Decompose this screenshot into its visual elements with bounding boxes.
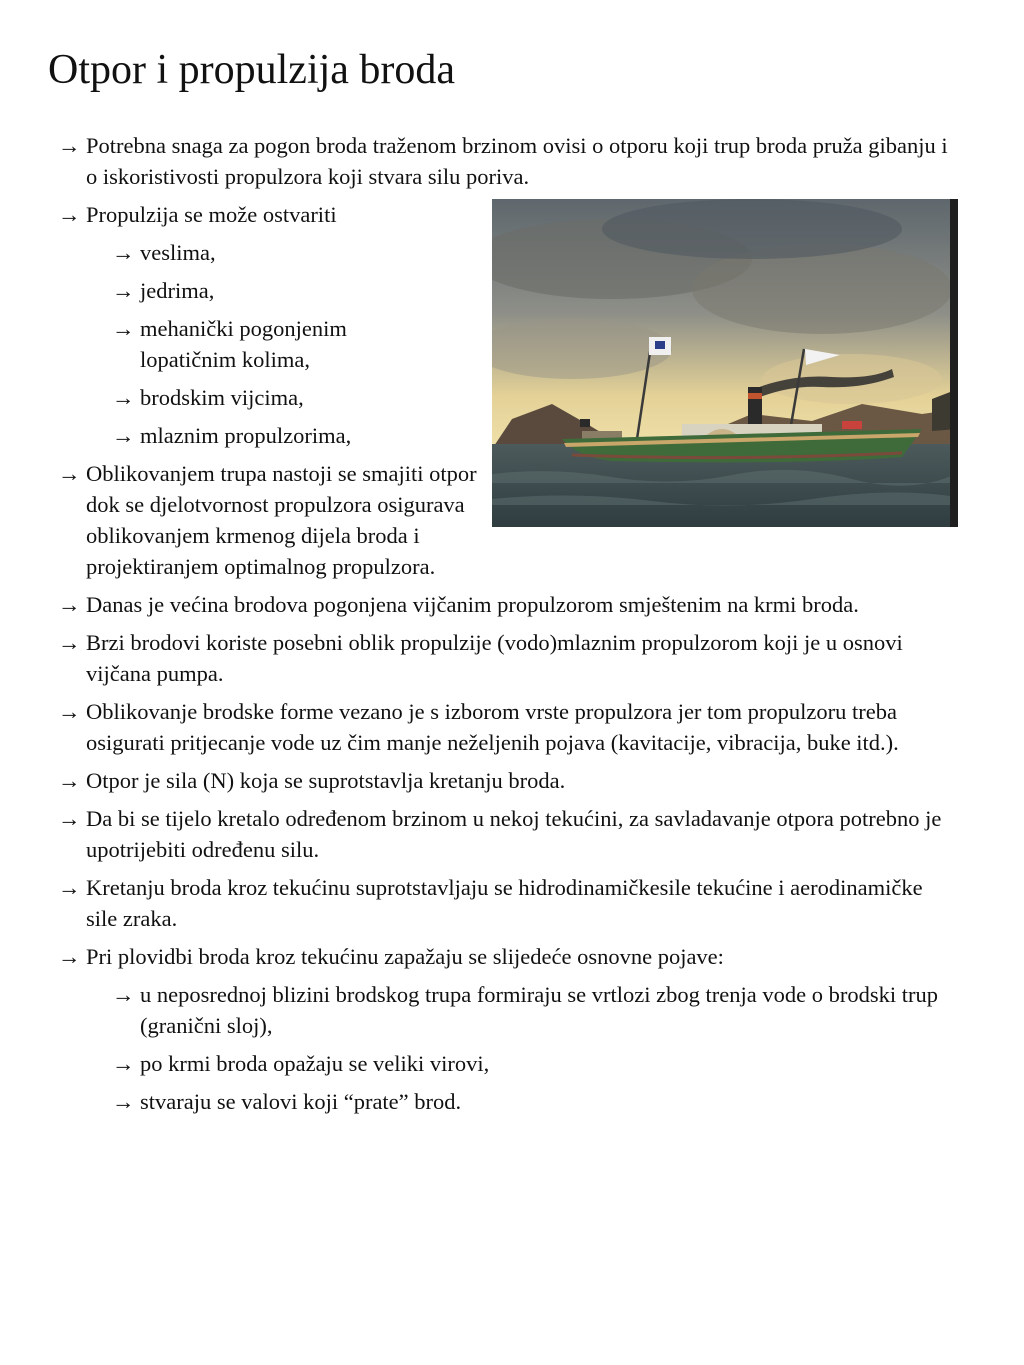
list-subitem — [112, 420, 958, 451]
list-item-text: Danas je većina brodova pogonjena vijčanim propulzorom smještenim na krmi broda. — [86, 592, 859, 617]
list-subitem — [112, 237, 958, 268]
bullet-list — [58, 130, 958, 1124]
list-subitem — [112, 313, 376, 375]
arrow-icon: → — [58, 630, 81, 655]
list-item-text: mlaznim propulzorima, — [140, 423, 352, 448]
arrow-icon: → — [58, 202, 81, 227]
list-item — [58, 765, 958, 796]
list-item — [58, 199, 958, 230]
list-item — [58, 458, 958, 582]
list-item-text: Oblikovanje brodske forme vezano je s izborom vrste propulzora jer tom propulzoru treba osigurati pritjecanje vode uz čim manje neželjenih pojava (kavitacije, vibracija, buke itd.). — [86, 699, 899, 755]
arrow-icon: → — [58, 768, 81, 793]
list-item-text: Brzi brodovi koriste posebni oblik propulzije (vodo)mlaznim propulzorom koji je u osnovi vijčana pumpa. — [86, 630, 903, 686]
list-item-text: Pri plovidbi broda kroz tekućinu zapažaju se slijedeće osnovne pojave: — [86, 944, 724, 969]
list-subitem — [112, 1048, 958, 1079]
arrow-icon: → — [112, 385, 135, 410]
list-item-text: brodskim vijcima, — [140, 385, 304, 410]
list-item-text: veslima, — [140, 240, 216, 265]
arrow-icon: → — [58, 875, 81, 900]
list-item — [58, 627, 958, 689]
list-item-text: Da bi se tijelo kretalo određenom brzinom u nekoj tekućini, za savladavanje otpora potrebno je upotrijebiti određenu silu. — [86, 806, 942, 862]
list-subitem — [112, 275, 958, 306]
list-item — [58, 872, 958, 934]
list-item-text: Potrebna snaga za pogon broda traženom brzinom ovisi o otporu koji trup broda pruža gibanju i o iskoristivosti propulzora koji stvara silu poriva. — [86, 133, 948, 189]
arrow-icon: → — [58, 806, 81, 831]
list-subitem — [112, 1086, 958, 1117]
list-subitem — [112, 382, 958, 413]
arrow-icon: → — [58, 699, 81, 724]
arrow-icon: → — [58, 592, 81, 617]
arrow-icon: → — [112, 1089, 135, 1114]
arrow-icon: → — [112, 982, 135, 1007]
list-item-text: jedrima, — [140, 278, 215, 303]
list-item-text: Otpor je sila (N) koja se suprotstavlja kretanju broda. — [86, 768, 566, 793]
list-item — [58, 130, 958, 192]
arrow-icon: → — [58, 461, 81, 486]
list-item — [58, 589, 958, 620]
list-item-text: Propulzija se može ostvariti — [86, 202, 337, 227]
arrow-icon: → — [112, 1051, 135, 1076]
list-item-text: stvaraju se valovi koji “prate” brod. — [140, 1089, 462, 1114]
list-item — [58, 803, 958, 865]
list-item-text: Oblikovanjem trupa nastoji se smajiti otpor dok se djelotvornost propulzora osigurava oblikovanjem krmenog dijela broda i projektiranjem optimalnog propulzora. — [86, 461, 477, 579]
list-item-text: Kretanju broda kroz tekućinu suprotstavljaju se hidrodinamičkesile tekućine i aerodinamičke sile zraka. — [86, 875, 923, 931]
list-subitem — [112, 979, 958, 1041]
page-title: Otpor i propulzija broda — [48, 47, 456, 93]
list-item-text: mehanički pogonjenim lopatičnim kolima, — [140, 316, 347, 372]
arrow-icon: → — [112, 240, 135, 265]
arrow-icon: → — [58, 133, 81, 158]
arrow-icon: → — [58, 944, 81, 969]
list-item — [58, 696, 958, 758]
list-item-text: u neposrednoj blizini brodskog trupa formiraju se vrtlozi zbog trenja vode o brodski trup (granični sloj), — [140, 982, 938, 1038]
list-item-text: po krmi broda opažaju se veliki virovi, — [140, 1051, 490, 1076]
arrow-icon: → — [112, 278, 135, 303]
arrow-icon: → — [112, 316, 135, 341]
arrow-icon: → — [112, 423, 135, 448]
list-item — [58, 941, 958, 972]
